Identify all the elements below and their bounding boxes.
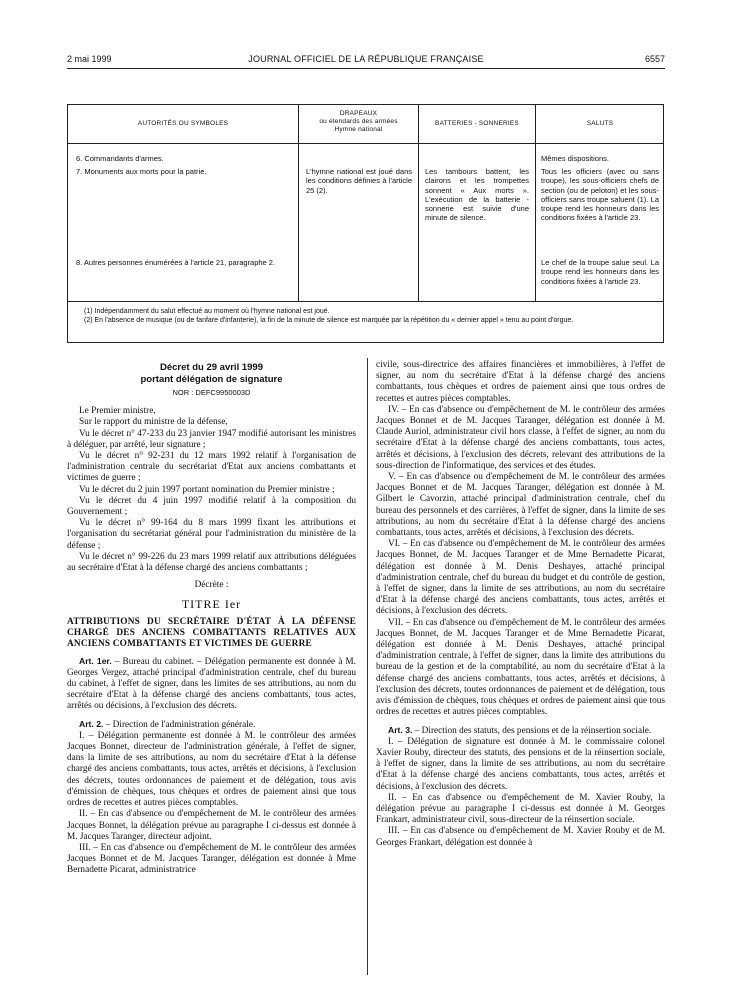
art2-text: – Direction de l'administration générale.	[103, 719, 256, 730]
art1-label: Art. 1er.	[79, 655, 112, 666]
col-divider	[298, 105, 299, 301]
honours-table	[67, 104, 664, 343]
row8-authority: 8. Autres personnes énumérées à l'article 21, paragraphe 2.	[76, 258, 276, 267]
art3-paragraph: III. – En cas d'absence ou d'empêchement de M. Xavier Rouby et de M. Georges Frankart, délégation est donnée à	[376, 826, 665, 848]
column-separator	[367, 358, 368, 975]
art2-paragraph: I. – Délégation permanente est donnée à M. le contrôleur des armées Jacques Bonnet, directeur de l'administration générale, à l'effet de signer, dans la limite de ses attributions, au nom du secrétaire d'Etat à la défense chargé des anciens combattants, tous actes, arrêtés et décisions, à l'exclusion des décrets, toutes ordonnances de paiement et de délégation, tous avis d'émission de chèques, tous chèques et ordres de paiement ainsi que tous ordres de recettes et autres pièces comptables.	[67, 730, 356, 809]
visa-paragraph: Le Premier ministre,	[79, 406, 156, 417]
art2-paragraph: IV. – En cas d'absence ou d'empêchement de M. le contrôleur des armées Jacques Bonnet et de M. Jacques Taranger, délégation est donnée à M. Claude Auriol, administrateur civil hors classe, à l'effet de signer, au nom du secrétaire d'Etat à la défense chargé des anciens combattants, tous actes, arrêtés et décisions, à l'exclusion des décrets, relevant des attributions de la sous-direction de l'informatique, des services et des études.	[376, 404, 665, 471]
row6-authority: 6. Commandants d'armes.	[76, 154, 164, 163]
right-column	[376, 360, 665, 849]
art2-paragraph: VI. – En cas d'absence ou d'empêchement de M. le contrôleur des armées Jacques Bonnet, de M. Jacques Taranger et de Mme Bernadette Picarat, délégation est donnée à M. Denis Deshayes, attaché principal d'administration centrale, chef du bureau du budget et du contrôle de gestion, à l'effet de signer, dans la limite de ses attributions, au nom du secrétaire d'Etat à la défense chargé des anciens combattants, tous actes, arrêtés et décisions, à l'exclusion des décrets.	[376, 539, 665, 617]
attributions-heading: ATTRIBUTIONS DU SECRÉTAIRE D'ÉTAT À LA DÉFENSE CHARGÉ DES ANCIENS COMBATTANTS RELATIVES AUX ANCIENS COMBATTANTS ET VICTIMES DE GUERRE	[67, 616, 356, 649]
header-date: 2 mai 1999	[67, 54, 112, 64]
art1-text: – Bureau du cabinet. – Délégation permanente est donnée à M. Georges Vergez, attaché principal d'administration centrale, chef du bureau du cabinet, à l'effet de signer, dans les limites de ses attributions, au nom du secrétaire d'Etat à la défense chargé des anciens combattants, tous actes, arrêtés ou décisions, à l'exclusion des décrets.	[67, 656, 356, 712]
th-drapeaux-l2: ou étendards des armées	[319, 118, 398, 125]
decrete: Décrète :	[194, 580, 229, 591]
th-batteries: BATTERIES - SONNERIES	[435, 120, 519, 127]
row7-salut: Tous les officiers (avec ou sans troupe), les sous-officiers chefs de section (ou de peloton) et les sous-officiers sans troupe saluent (1). La troupe rend les honneurs dans les conditions fixées à l'article 23.	[541, 167, 659, 223]
header-row-rule	[68, 143, 663, 144]
nor-reference: NOR : DEFC9950003D	[172, 388, 251, 397]
visa-paragraph: Vu le décret n° 99-164 du 8 mars 1999 fixant les attributions et l'organisation du secrétariat général pour l'administration du ministère de la défense ;	[67, 518, 356, 551]
visa-paragraph: Vu le décret du 2 juin 1997 portant nomination du Premier ministre ;	[79, 484, 335, 495]
footnote-2: (2) En l'absence de musique (ou de fanfare d'infanterie), la fin de la minute de silence est marquée par la répétition du « dernier appel » tenu au point d'orgue.	[84, 317, 574, 324]
visa-paragraph: Vu le décret n° 47-233 du 23 janvier 1947 modifié autorisant les ministres à déléguer, par arrêté, leur signature ;	[67, 428, 356, 450]
article-2	[67, 719, 356, 731]
art2-label: Art. 2.	[79, 718, 104, 729]
titre-heading: TITRE Ier	[181, 597, 242, 612]
art3-paragraph: I. – Délégation de signature est donnée à M. le commissaire colonel Xavier Rouby, directeur des statuts, des pensions et de la réinsertion sociale, à l'effet de signer, dans la limite de ses attributions, au nom du secrétaire d'Etat à la défense chargé des anciens combattants, tous actes, arrêtés et décisions, à l'exclusion des décrets.	[376, 736, 665, 792]
art3-text: – Direction des statuts, des pensions et de la réinsertion sociale.	[412, 725, 652, 736]
visa-paragraph: Sur le rapport du ministre de la défense,	[79, 417, 228, 428]
row7-authority: 7. Monuments aux morts pour la patrie.	[76, 167, 207, 176]
journal-title: JOURNAL OFFICIEL DE LA RÉPUBLIQUE FRANÇAISE	[248, 54, 484, 64]
page-header	[67, 54, 665, 68]
row7-drapeaux: L'hymne national est joué dans les conditions définies à l'article 25 (2).	[306, 167, 412, 195]
article-1	[67, 656, 356, 713]
visa-paragraph: Vu le décret du 4 juin 1997 modifié relatif à la composition du Gouvernement ;	[67, 495, 356, 518]
th-drapeaux	[299, 110, 418, 134]
art2-paragraph: V. – En cas d'absence ou d'empêchement de M. le contrôleur des armées Jacques Bonnet et de M. Jacques Taranger, délégation est donnée à M. Gilbert le Cavorzin, attaché principal d'administration centrale, chef du bureau des personnels et des carrières, à l'effet de signer, dans la limite de ses attributions, au nom du secrétaire d'Etat à la défense chargé des anciens combattants, tous actes, arrêtés et décisions, à l'exclusion des décrets.	[376, 472, 665, 539]
footnote-rule	[68, 301, 663, 302]
col-divider	[535, 105, 536, 301]
left-column	[67, 362, 356, 877]
footnote-1: (1) Indépendamment du salut effectué au moment où l'hymne national est joué.	[84, 308, 330, 315]
art2-paragraph: III. – En cas d'absence ou d'empêchement de M. le contrôleur des armées Jacques Bonnet et de M. Jacques Taranger, délégation est donnée à Mme Bernadette Picarat, administratrice	[67, 842, 356, 876]
th-drapeaux-l1: DRAPEAUX	[339, 110, 378, 117]
header-rule	[67, 68, 665, 69]
th-drapeaux-l3: Hymne national	[334, 126, 383, 133]
decree-subtitle: portant délégation de signature	[140, 373, 283, 385]
article-3	[376, 725, 665, 737]
art2-paragraph: VII. – En cas d'absence ou d'empêchement de M. le contrôleur des armées Jacques Bonnet, de M. Jacques Taranger et de Mme Bernadette Picarat, délégation est donnée à M. Denis Deshayes, attaché principal d'administration centrale, à l'effet de signer, dans la limite des attributions du bureau de la gestion et de la comptabilité, au nom du secrétaire d'Etat à la défense chargé des anciens combattants, tous actes, arrêtés et décisions, à l'exclusion des décrets, toutes ordonnances de paiement et de délégation, tous avis d'émission de chèques, tous chèques et ordres de paiement ainsi que tous ordres de recettes et autres pièces comptables.	[376, 617, 665, 718]
decree-title: Décret du 29 avril 1999	[160, 362, 263, 373]
th-saluts: SALUTS	[586, 120, 614, 127]
row7-batteries: Les tambours battent, les clairons et les trompettes sonnent « Aux morts ». L'exécution de la batterie - sonnerie est suivie d'une minute de silence.	[425, 167, 529, 223]
visa-paragraph: Vu le décret n° 92-231 du 12 mars 1992 relatif à l'organisation de l'administration centrale du secrétariat d'Etat aux anciens combattants et victimes de guerre ;	[67, 451, 356, 484]
th-autorites: AUTORITÉS OU SYMBOLES	[137, 120, 229, 127]
art2-continued: civile, sous-directrice des affaires financières et immobilières, à l'effet de signer, au nom du secrétaire d'Etat à la défense chargé des anciens combattants, tous chèques et ordres de paiement ainsi que tous ordres de recettes et autres pièces comptables.	[376, 360, 665, 404]
art3-paragraph: II. – En cas d'absence ou d'empêchement de M. Xavier Rouby, la délégation prévue au paragraphe I ci-dessus est donnée à M. Georges Frankart, administrateur civil, sous-directeur de la réinsertion sociale.	[376, 792, 665, 826]
row8-salut: Le chef de la troupe salue seul. La troupe rend les honneurs dans les conditions fixées à l'article 23.	[541, 258, 659, 286]
page-number: 6557	[644, 54, 665, 64]
row6-salut: Mêmes dispositions.	[541, 154, 609, 163]
art2-paragraph: II. – En cas d'absence ou d'empêchement de M. le contrôleur des armées Jacques Bonnet, la délégation prévue au paragraphe I ci-dessus est donnée à M. Jacques Taranger, directeur adjoint.	[67, 809, 356, 842]
col-divider	[418, 105, 419, 301]
art3-label: Art. 3.	[388, 724, 413, 735]
visa-paragraph: Vu le décret n° 99-226 du 23 mars 1999 relatif aux attributions déléguées au secrétaire d'Etat à la défense chargé des anciens combattants ;	[67, 551, 356, 574]
